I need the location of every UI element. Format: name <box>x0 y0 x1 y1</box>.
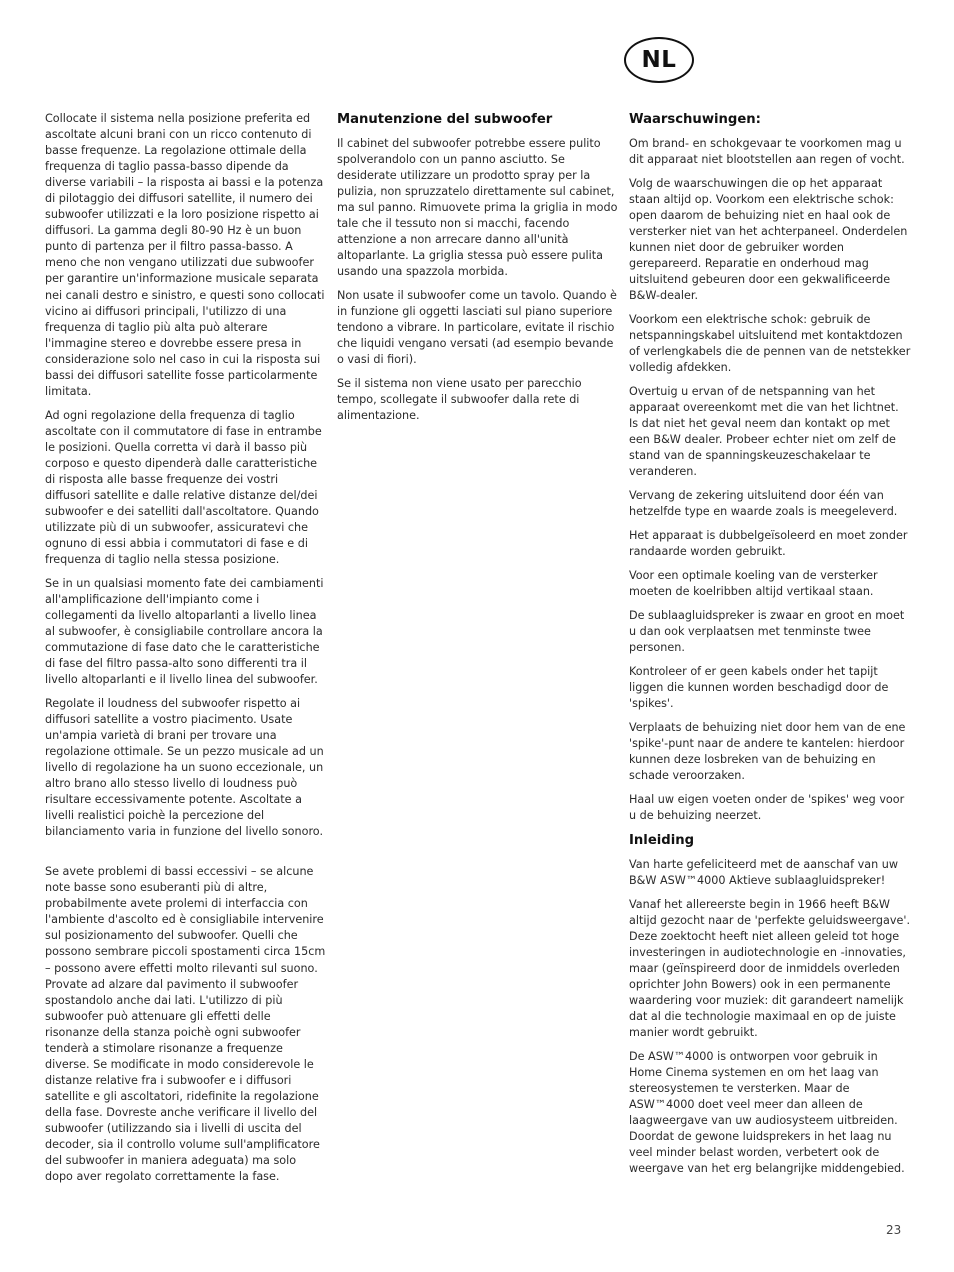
section-heading: Waarschuwingen: <box>629 112 761 127</box>
paragraph: Kontroleer of er geen kabels onder het tapijt liggen die kunnen worden beschadigd door de 'spikes'. <box>629 664 889 710</box>
paragraph: Se il sistema non viene usato per parecchio tempo, scollegate il subwoofer dalla rete di alimentazione. <box>337 377 582 423</box>
paragraph: Haal uw eigen voeten onder de 'spikes' weg voor u de behuizing neerzet. <box>629 792 905 822</box>
paragraph: Het apparaat is dubbelgeïsoleerd en moet zonder randaarde worden gebruikt. <box>629 529 908 559</box>
paragraph: Ad ogni regolazione della frequenza di taglio ascoltate con il commutatore di fase in entrambe le posizioni. Quella corretta vi darà il basso più corposo e questo dipenderà dalle caratteristiche di risposta alle basse frequenze dei vostri diffusori satellite e dalle relative distanze del/dei subwoofer e dei satelliti dall'ascoltatore. Quando utilizzate più di un subwoofer, assicuratevi che ognuno di essi abbia i commutatori di fase e di frequenza di taglio nella stessa posizione. <box>45 408 322 567</box>
paragraph: De sublaagluidspreker is zwaar en groot en moet u dan ook verplaatsen met tenminste twee personen. <box>629 608 905 654</box>
paragraph: Volg de waarschuwingen die op het apparaat staan altijd op. Voorkom een elektrische schok: open daarom de behuizing niet en haal ook de versterker niet van het achterpaneel. Onderdelen kunnen niet door de gebruiker worden gerepareerd. Reparatie en onderhoud mag uitsluitend gebeuren door een gekwalificeerde B&W-dealer. <box>629 176 908 303</box>
paragraph: Verplaats de behuizing niet door hem van de ene 'spike'-punt naar de andere te kantelen: hierdoor kunnen deze losbreken van de behuizing en schade veroorzaken. <box>629 720 906 782</box>
paragraph: Voorkom een elektrische schok: gebruik de netspanningskabel uitsluitend met kontaktdozen of verlengkabels die de pennen van de netstekker volledig afdekken. <box>629 313 911 375</box>
paragraph: Overtuig u ervan of de netspanning van het apparaat overeenkomt met die van het lichtnet. Is dat niet het geval neem dan kontakt op met een B&W dealer. Probeer echter niet om zelf de stand van de spanningskeuzeschakelaar te veranderen. <box>629 385 899 479</box>
paragraph: Se avete problemi di bassi eccessivi – se alcune note basse sono esuberanti più di altre, probabilmente avete prolemi di interfaccia con l'ambiente d'ascolto ed è consigliabile intervenire sul posizionamento del subwoofer. Quelli che possono sembrare piccoli spostamenti circa 15cm – possono avere effetti molto rilevanti sul suono. Provate ad alzare dal pavimento il subwoofer spostandolo anche dai lati. L'utilizzo di più subwoofer può attenuare gli effetti delle risonanze della stanza poichè ogni subwoofer tenderà a stimolare risonanze a frequenze diverse. Se modificate in modo considerevole le distanze relative fra i subwoofer e i diffusori satellite e gli ascoltatori, ridefinite la regolazione della fase. Dovreste anche verificare il livello del subwoofer (utilizzando sia i livelli di uscita del decoder, sia il controllo volume sull'amplificatore del subwoofer in maniera adeguata) ma solo dopo aver regolato correttamente la fase. <box>45 865 326 1184</box>
section-heading: Manutenzione del subwoofer <box>337 112 553 127</box>
spacer <box>45 848 327 864</box>
paragraph: Il cabinet del subwoofer potrebbe essere pulito spolverandolo con un panno asciutto. Se desiderate utilizzare un prodotto spray per la pulizia, non spruzzatelo direttamente sul cabinet, ma sul panno. Rimuovete prima la griglia in modo tale che il tessuto non si macchi, facendo attenzione a non arrecare danno all'unità altoparlante. La griglia stessa può essere pulita usando una spazzola morbida. <box>337 137 618 279</box>
language-badge: NL <box>624 37 694 83</box>
column-italian-setup <box>45 111 327 1193</box>
section-heading: Inleiding <box>629 832 695 848</box>
paragraph: Vervang de zekering uitsluitend door één van hetzelfde type en waarde zoals is meegeleverd. <box>629 489 898 519</box>
column-italian-maintenance <box>337 111 619 432</box>
paragraph: Om brand- en schokgevaar te voorkomen mag u dit apparaat niet blootstellen aan regen of vocht. <box>629 137 905 167</box>
paragraph: Non usate il subwoofer come un tavolo. Quando è in funzione gli oggetti lasciati sul piano superiore tendono a vibrare. In particolare, evitate il rischio che liquidi vengano versati (ad esempio bevande o vasi di fiori). <box>337 289 617 367</box>
column-dutch <box>629 111 911 1185</box>
paragraph: Collocate il sistema nella posizione preferita ed ascoltate alcuni brani con un ricco contenuto di basse frequenze. La regolazione ottimale della frequenza di taglio passa-basso dipende da diverse variabili – la risposta ai bassi e la potenza di pilotaggio dei diffusori satellite, il numero dei subwoofer utilizzati e la loro posizione rispetto ai diffusori. La gamma degli 80-90 Hz è un buon punto di partenza per il filtro passa-basso. A meno che non vengano utilizzati due subwoofer per garantire un'informazione musicale separata nei canali destro e sinistro, e questi sono collocati vicino ai diffusori principali, l'utilizzo di una frequenza di taglio più alta può alterare l'immagine stereo e dovrebbe essere presa in considerazione solo nel caso in cui la risposta sui bassi dei diffusori satellite fosse particolarmente limitata. <box>45 112 325 398</box>
paragraph: Regolate il loudness del subwoofer rispetto ai diffusori satellite a vostro piacimento. Usate un'ampia varietà di brani per trovare una regolazione ottimale. Se un pezzo musicale ad un livello di regolazione ha un suono eccezionale, un altro brano allo stesso livello di loudness può risultare eccessivamente potente. Ascoltate a livelli realistici poichè la percezione del bilanciamento varia in funzione del livello sonoro. <box>45 697 324 839</box>
paragraph: Se in un qualsiasi momento fate dei cambiamenti all'amplificazione dell'impianto come i collegamenti da livello altoparlanti a livello linea al subwoofer, è consigliabile controllare ancora la commutazione di fase dato che le caratteristiche di fase del filtro passa-alto sono differenti tra il livello altoparlanti e il livello linea del subwoofer. <box>45 576 324 687</box>
paragraph: Voor een optimale koeling van de versterker moeten de koelribben altijd vertikaal staan. <box>629 568 878 598</box>
paragraph: Van harte gefeliciteerd met de aanschaf van uw B&W ASW™4000 Aktieve sublaagluidspreker! <box>629 857 899 887</box>
paragraph: De ASW™4000 is ontworpen voor gebruik in Home Cinema systemen en om het laag van stereosystemen te versterken. Maar de ASW™4000 doet veel meer dan alleen de laagweergave van uw audiosysteem uitbreiden. Doordat de gewone luidsprekers in het laag nu veel minder belast worden, verbetert ook de weergave van het erg belangrijke middengebied. <box>629 1049 905 1176</box>
page-number: 23 <box>886 1223 902 1237</box>
paragraph: Vanaf het allereerste begin in 1966 heeft B&W altijd gezocht naar de 'perfekte geluidsweergave'. Deze zoektocht heeft niet alleen geleid tot hoge investeringen in audiotechnologie en -innovaties, maar (geïnspireerd door de inmiddels overleden oprichter John Bowers) ook in een permanente waardering voor muziek: dit garandeert namelijk dat al die technologie maximaal en op de juiste manier wordt gebruikt. <box>629 897 911 1040</box>
